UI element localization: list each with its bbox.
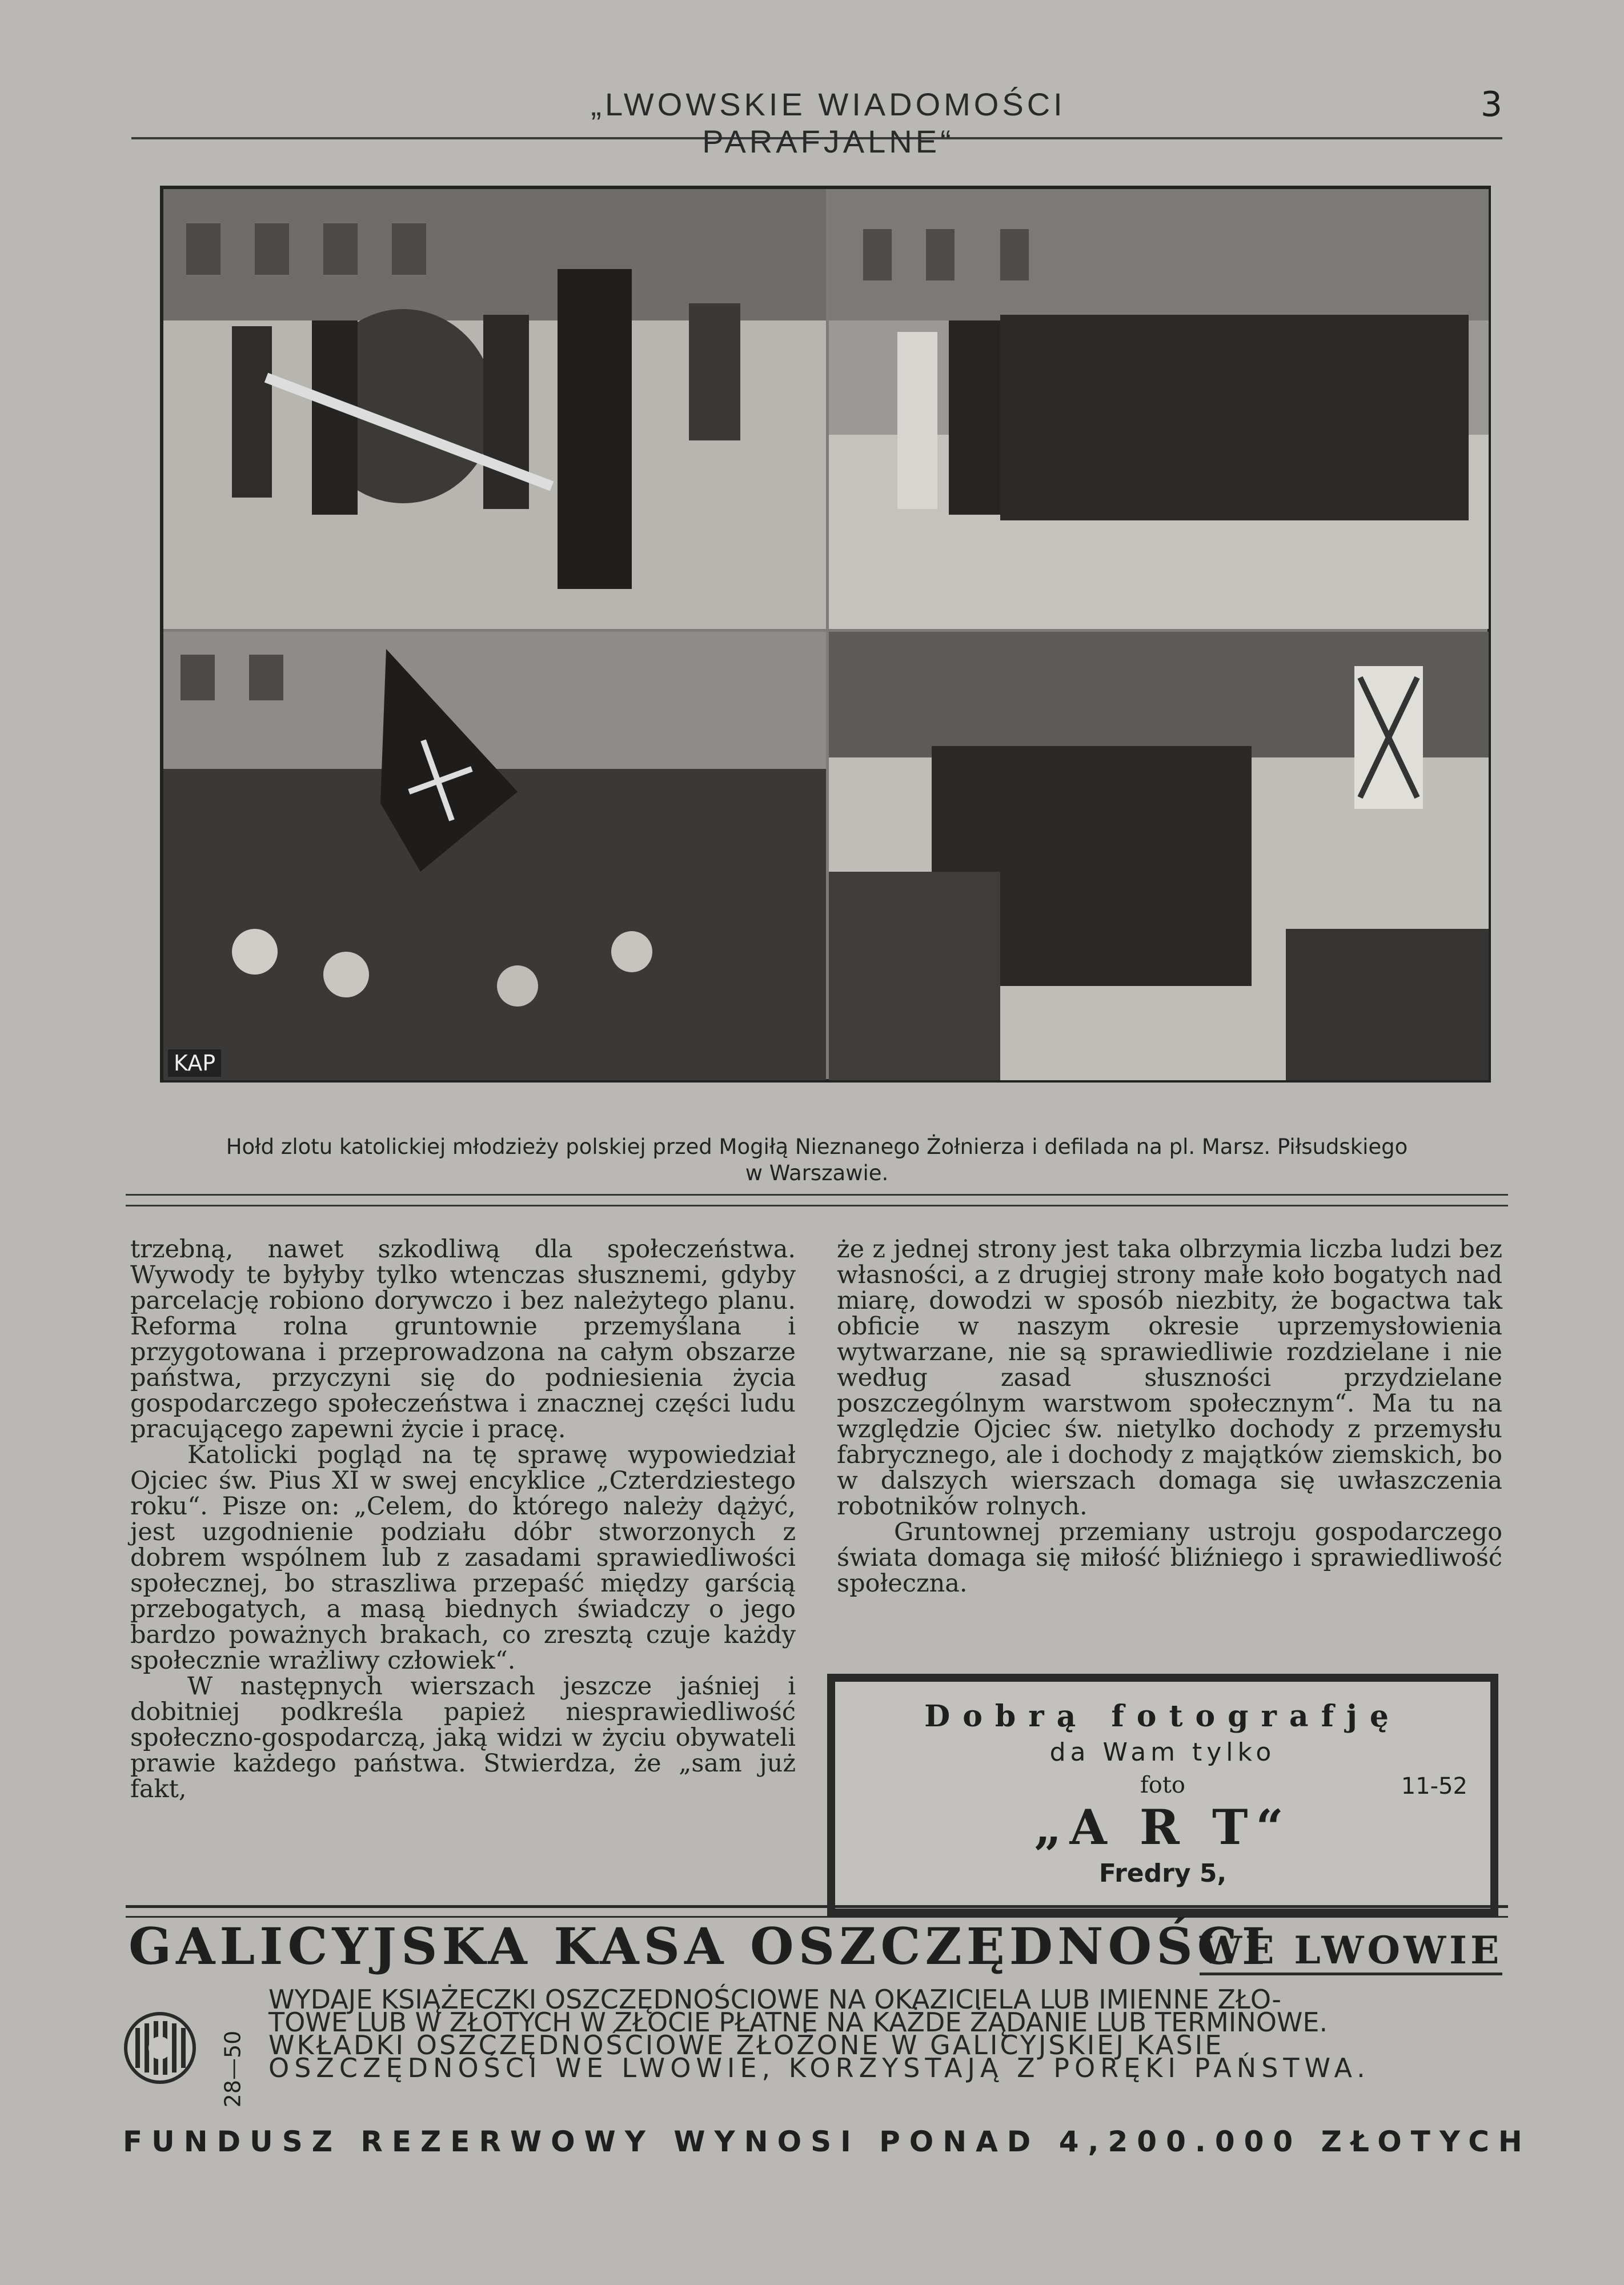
caption-line-1: Hołd zlotu katolickiej młodzieży polskiej przed Mogiłą Nieznanego Żołnierza i defilada na pl. Marsz. Piłsudskiego (226, 1135, 1408, 1159)
article-paragraph: trzebną, nawet szkodliwą dla społeczeństwa. Wywody te byłyby tylko wtenczas słusznemi, gdyby parcelację robiono dorywczo i bez należytego planu. Reforma rolna gruntownie przemyślana i przygotowana i przeprowadzona na całym obszarze państwa, przyczyni się do podniesienia życia gospodarczego społeczeństwa i znacznej części ludu pracującego zapewni życie i pracę. (130, 1235, 796, 1444)
bank-reserve-fund: FUNDUSZ REZERWOWY WYNOSI PONAD 4,200.000 ZŁOTYCH (123, 2125, 1531, 2158)
bank-city: WE LWOWIE (1200, 1928, 1502, 1975)
bank-ad-line: OSZCZĘDNOŚCI WE LWOWIE, KORZYSTAJĄ Z PORĘKI PAŃSTWA. (268, 2053, 1370, 2083)
periodical-title: „LWOWSKIE WIADOMOŚCI PARAFJALNE“ (591, 86, 1066, 159)
bank-ad-line: WKŁADKI OSZCZĘDNOŚCIOWE ZŁOŻONE W GALICYJSKIEJ KASIE (268, 2030, 1224, 2060)
bank-emblem-icon (123, 2011, 197, 2085)
photo-wreath-procession (163, 189, 826, 629)
bank-ad-line: WYDAJE KSIĄŻECZKI OSZCZĘDNOŚCIOWE NA OKAZICIELA LUB IMIENNE ZŁO- (268, 1984, 1281, 2015)
bank-ad-body (268, 1984, 1497, 2083)
ad-subline: da Wam tylko (1049, 1738, 1276, 1767)
caption-line-2: w Warszawie. (745, 1161, 889, 1185)
photo-caption (126, 1134, 1508, 1186)
photo-officials-saluting (829, 189, 1489, 629)
bank-ad-line: TOWE LUB W ZŁOTYCH W ZŁOCIE PŁATNE NA KAŻDE ŻĄDANIE LUB TERMINOWE. (268, 2007, 1328, 2038)
ad-reference-number: 11-52 (1401, 1773, 1467, 1799)
photo-credit: KAP (168, 1049, 221, 1077)
photo-parade-defilade (829, 632, 1489, 1080)
bank-ad-top-rule (126, 1905, 1508, 1918)
article-paragraph: W następnych wierszach jeszcze jaśniej i dobitniej podkreśla papież niesprawiedliwość społeczno-gospodarczą, jaką widzi w życiu obywateli prawie każdego państwa. Stwierdza, że „sam już fakt, (130, 1672, 796, 1803)
bank-name: GALICYJSKA KASA OSZCZĘDNOŚCI (129, 1917, 1270, 1976)
photo-collage (160, 186, 1491, 1083)
ad-headline: Dobrą fotografję (924, 1699, 1401, 1734)
caption-divider (126, 1194, 1508, 1206)
article-column-right (837, 1237, 1502, 1597)
article-column-left (130, 1237, 796, 1802)
art-photo-advertisement (827, 1674, 1498, 1917)
photo-flag-crowd (163, 632, 826, 1080)
running-header (131, 80, 1502, 159)
article-paragraph: że z jednej strony jest taka olbrzymia liczba ludzi bez własności, a z drugiej strony małe koło bogatych nad miarę, dowodzi w sposób niezbity, że bogactwa tak obficie w naszym okresie uprzemysłowienia wytwarzane, nie są sprawiedliwie rozdzielane i nie według zasad słuszności przydzielane poszczególnym warstwom społecznym“. Ma tu na względzie Ojciec św. nietylko dochody z przemysłu fabrycznego, ale i dochody z majątków ziemskich, bo w dalszych wierszach domaga się uwłaszczenia robotników rolnych. (837, 1235, 1502, 1521)
ad-address: Fredry 5, (1098, 1859, 1227, 1888)
bank-reference-number: 28—50 (220, 2030, 246, 2108)
bank-reference (217, 2028, 257, 2108)
article-paragraph: Katolicki pogląd na tę sprawę wypowiedział Ojciec św. Pius XI w swej encyklice „Czterdziestego roku“. Pisze on: „Celem, do którego należy dążyć, jest uzgodnienie podziału dóbr stworzonych z dobrem wspólnem lub z zasadami sprawiedliwości społecznej, bo straszliwa przepaść między garścią przebogatych, a masą biednych świadczy o jego bardzo poważnych brakach, co zresztą czuje każdy społecznie wrażliwy człowiek“. (130, 1441, 796, 1675)
ad-foto-label: foto (1140, 1772, 1186, 1798)
ad-studio-name: „A R T“ (1034, 1799, 1292, 1855)
article-paragraph: Gruntownej przemiany ustroju gospodarczego świata domaga się miłość bliźniego i sprawiedliwość społeczna. (837, 1518, 1502, 1598)
page-number: 3 (1480, 85, 1502, 125)
